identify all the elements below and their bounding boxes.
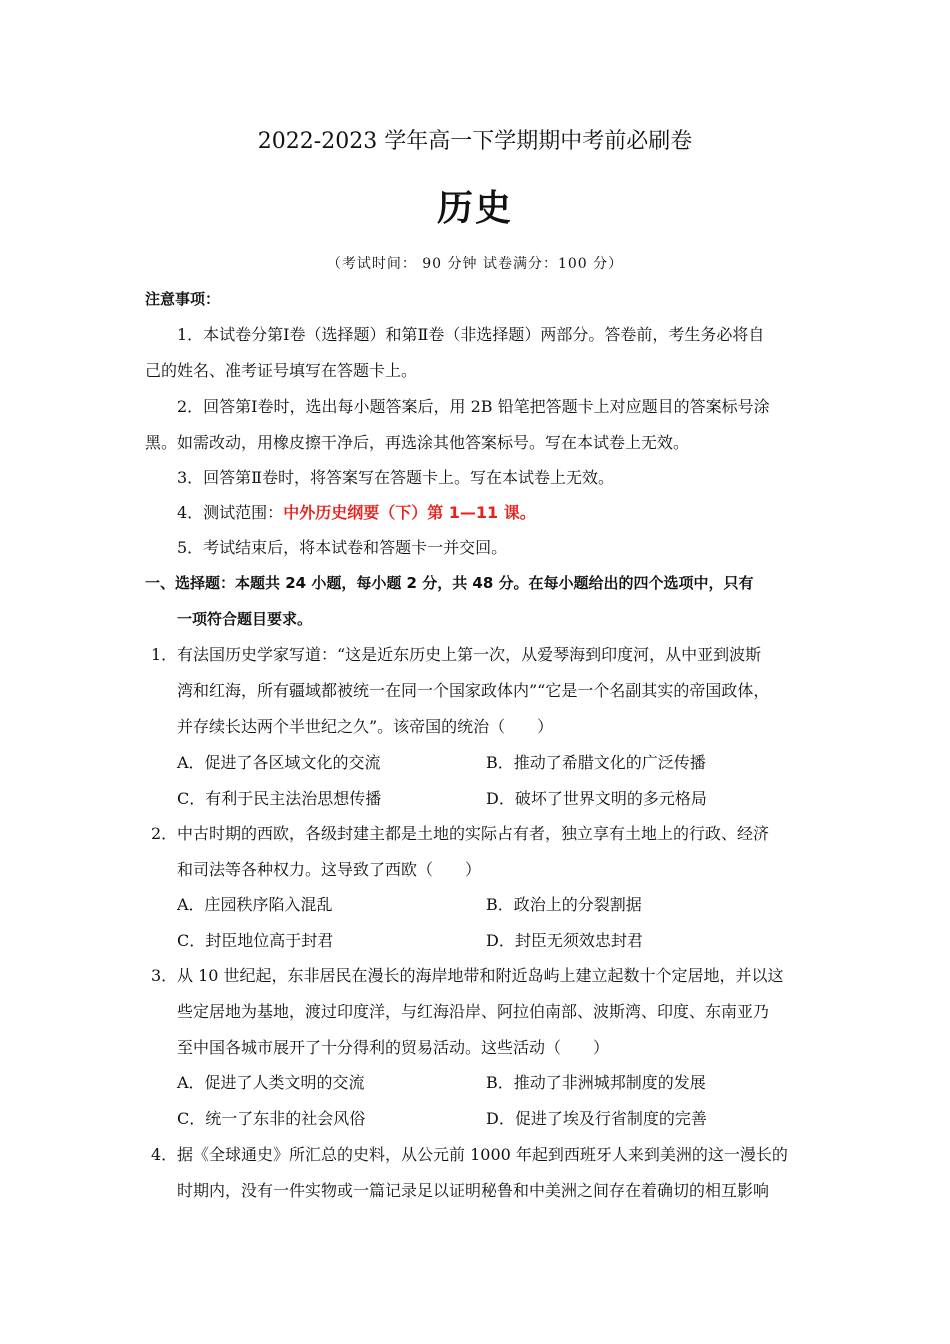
question-2-option-b: B．政治上的分裂割据: [486, 895, 642, 914]
section-1-heading-line-2: 一项符合题目要求。: [177, 610, 313, 628]
question-2-option-d: D．封臣无须效忠封君: [486, 931, 643, 950]
note-item-1-line-2: 己的姓名、准考证号填写在答题卡上。: [145, 361, 418, 380]
question-1-option-c: C．有利于民主法治思想传播: [177, 789, 382, 808]
question-4-line-1: 据《全球通史》所汇总的史料，从公元前 1000 年起到西班牙人来到美洲的这一漫长的: [177, 1145, 788, 1164]
note-item-1-line-1: 1．本试卷分第Ⅰ卷（选择题）和第Ⅱ卷（非选择题）两部分。答卷前，考生务必将自: [177, 325, 765, 344]
note-item-2-line-2: 黑。如需改动，用橡皮擦干净后，再选涂其他答案标号。写在本试卷上无效。: [145, 433, 690, 452]
question-2-option-a: A．庄园秩序陷入混乱: [177, 895, 333, 914]
note-item-3: 3．回答第Ⅱ卷时，将答案写在答题卡上。写在本试卷上无效。: [177, 468, 615, 487]
question-3-line-1: 从 10 世纪起，东非居民在漫长的海岸地带和附近岛屿上建立起数十个定居地，并以这: [177, 966, 784, 985]
note-item-5: 5．考试结束后，将本试卷和答题卡一并交回。: [177, 538, 508, 557]
question-1-option-d: D．破坏了世界文明的多元格局: [486, 789, 707, 808]
exam-series-title: 2022-2023 学年高一下学期期中考前必刷卷: [257, 129, 693, 154]
question-3-option-b: B．推动了非洲城邦制度的发展: [486, 1073, 706, 1092]
test-scope-highlight: 中外历史纲要（下）第 1—11 课。: [283, 503, 536, 522]
question-3-option-a: A．促进了人类文明的交流: [177, 1073, 365, 1092]
question-1-option-a: A．促进了各区域文化的交流: [177, 753, 381, 772]
note-item-2-line-1: 2．回答第Ⅰ卷时，选出每小题答案后，用 2B 铅笔把答题卡上对应题目的答案标号涂: [177, 397, 770, 416]
question-3-option-c: C．统一了东非的社会风俗: [177, 1109, 366, 1128]
question-2-option-c: C．封臣地位高于封君: [177, 931, 334, 950]
subject-title: 历史: [436, 187, 513, 229]
question-2-number: 2．: [151, 824, 178, 843]
question-1-line-3: 并存续长达两个半世纪之久”。该帝国的统治（ ）: [177, 717, 554, 736]
question-3-number: 3．: [151, 966, 178, 985]
question-1-line-2: 湾和红海，所有疆域都被统一在同一个国家政体内”“它是一个名副其实的帝国政体，: [177, 681, 770, 700]
section-1-heading-line-1: 一、选择题：本题共 24 小题，每小题 2 分，共 48 分。在每小题给出的四个选项中，只有: [145, 574, 754, 592]
question-1-number: 1．: [151, 645, 178, 664]
question-3-option-d: D．促进了埃及行省制度的完善: [486, 1109, 707, 1128]
notes-heading: 注意事项：: [145, 290, 221, 308]
question-4-line-2: 时期内，没有一件实物或一篇记录足以证明秘鲁和中美洲之间存在着确切的相互影响: [177, 1181, 770, 1200]
question-2-line-2: 和司法等各种权力。这导致了西欧（ ）: [177, 860, 482, 879]
note-item-4: [177, 501, 536, 525]
question-1-option-b: B．推动了希腊文化的广泛传播: [486, 753, 706, 772]
question-4-number: 4．: [151, 1145, 178, 1164]
question-2-line-1: 中古时期的西欧，各级封建主都是土地的实际占有者，独立享有土地上的行政、经济: [177, 824, 770, 843]
question-3-line-2: 些定居地为基地，渡过印度洋，与红海沿岸、阿拉伯南部、波斯湾、印度、东南亚乃: [177, 1002, 770, 1021]
question-1-line-1: 有法国历史学家写道：“这是近东历史上第一次，从爱琴海到印度河，从中亚到波斯: [177, 645, 762, 664]
question-3-line-3: 至中国各城市展开了十分得利的贸易活动。这些活动（ ）: [177, 1038, 610, 1057]
note-item-4-prefix: 4．测试范围：: [177, 503, 284, 522]
exam-time-and-score: （考试时间： 90 分钟 试卷满分：100 分）: [326, 256, 624, 272]
